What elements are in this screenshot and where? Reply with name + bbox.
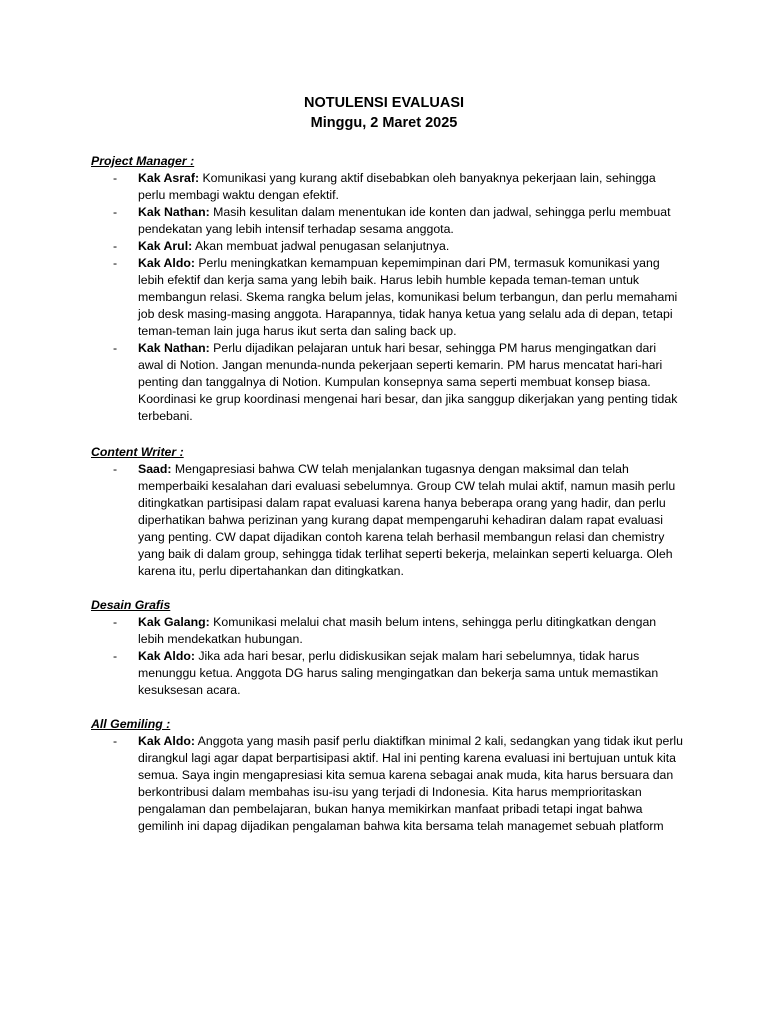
item-text [138,204,683,238]
bullet-dash: - [113,239,118,253]
item-list [91,461,691,580]
member-note: Anggota yang masih pasif perlu diaktifkan minimal 2 kali, sedangkan yang tidak ikut perlu dirangkul lagi agar dapat berpartisipasi aktif. Hal ini penting karena evaluasi ini bertujuan untuk kita semua. Saya ingin mengapresiasi kita semua karena sebagai anak muda, kita harus bersuara dan berkontribusi dalam membahas isu-isu yang terjadi di Indonesia. Kita harus memprioritaskan pengalaman dan pembelajaran, bukan hanya memikirkan manfaat pribadi tetapi ingat bahwa gemilinh ini dapag dijadikan pengalaman bahwa kita bersama telah managemet sebuah platform [138,734,683,833]
bullet-dash: - [113,649,118,663]
list-item [91,238,691,255]
item-text [138,170,683,204]
item-text [138,255,683,340]
list-item [91,340,691,425]
bullet-dash: - [113,205,118,219]
item-list [91,170,691,425]
member-note: Akan membuat jadwal penugasan selanjutnya. [192,239,450,253]
section-heading: Content Writer : [91,445,184,459]
member-note: Jika ada hari besar, perlu didiskusikan sejak malam hari sebelumnya, tidak harus menunggu ketua. Anggota DG harus saling mengingatkan dan bekerja sama untuk memastikan kesuksesan acara. [138,649,659,697]
item-list [91,733,691,835]
list-item [91,255,691,340]
bullet-dash: - [113,256,118,270]
section-content-writer [91,444,691,580]
bullet-dash: - [113,462,118,476]
member-name: Kak Nathan: [138,205,210,219]
document-title: NOTULENSI EVALUASI [303,95,465,111]
member-name: Kak Aldo: [138,649,195,663]
member-note: Mengapresiasi bahwa CW telah menjalankan tugasnya dengan maksimal dan telah memperbaiki kesalahan dari evaluasi sebelumnya. Group CW telah mulai aktif, namun masih perlu ditingkatkan partisipasi dalam rapat evaluasi karena hanya beberapa orang yang hadir, dan perlu diperhatikan bahwa perizinan yang kurang dapat mempengaruhi kehadiran dalam rapat evaluasi yang penting. CW dapat dijadikan contoh karena telah berhasil membangun relasi dan chemistry yang baik di dalam group, sehingga tidak terlihat seperti bekerja, melainkan seperti keluarga. Oleh karena itu, perlu dipertahankan dan ditingkatkan. [138,462,676,578]
list-item [91,733,691,835]
member-name: Kak Aldo: [138,734,195,748]
bullet-dash: - [113,734,118,748]
item-text [138,648,683,699]
item-text [138,733,683,835]
section-all-gemiling [91,716,691,835]
member-name: Kak Aldo: [138,256,195,270]
member-note: Komunikasi melalui chat masih belum intens, sehingga perlu ditingkatkan dengan lebih mendekatkan hubungan. [138,615,657,646]
list-item [91,461,691,580]
member-name: Kak Galang: [138,615,210,629]
section-heading: All Gemiling : [91,717,171,731]
member-note: Masih kesulitan dalam menentukan ide konten dan jadwal, sehingga perlu membuat pendekatan yang lebih intensif terhadap sesama anggota. [138,205,671,236]
bullet-dash: - [113,341,118,355]
item-list [91,614,691,699]
member-name: Kak Nathan: [138,341,210,355]
item-text [138,238,683,255]
member-name: Kak Asraf: [138,171,200,185]
section-heading: Project Manager : [91,154,195,168]
item-text [138,461,683,580]
member-name: Saad: [138,462,172,476]
document-date: Minggu, 2 Maret 2025 [310,115,458,131]
section-heading: Desain Grafis [91,598,171,612]
bullet-dash: - [113,171,118,185]
item-text [138,614,683,648]
member-name: Kak Arul: [138,239,193,253]
list-item [91,170,691,204]
member-note: Komunikasi yang kurang aktif disebabkan oleh banyaknya pekerjaan lain, sehingga perlu membagi waktu dengan efektif. [138,171,656,202]
member-note: Perlu meningkatkan kemampuan kepemimpinan dari PM, termasuk komunikasi yang lebih efektif dan kerja sama yang lebih baik. Harus lebih humble kepada teman-teman untuk membangun relasi. Skema rangka belum jelas, komunikasi belum terbangun, dan perlu memahami job desk masing-masing anggota. Harapannya, tidak hanya ketua yang selalu ada di depan, tetapi teman-teman lain juga harus ikut serta dan saling back up. [138,256,678,338]
section-project-manager [91,153,691,425]
list-item [91,614,691,648]
member-note: Perlu dijadikan pelajaran untuk hari besar, sehingga PM harus mengingatkan dari awal di Notion. Jangan menunda-nunda pekerjaan seperti kemarin. PM harus mencatat hari-hari penting dan tanggalnya di Notion. Kumpulan konsepnya sama seperti membuat konsep biasa. Koordinasi ke grup koordinasi mengenai hari besar, dan jika sanggup dikerjakan yang penting tidak terbebani. [138,341,678,423]
list-item [91,204,691,238]
list-item [91,648,691,699]
item-text [138,340,683,425]
bullet-dash: - [113,615,118,629]
section-desain-grafis [91,597,691,699]
